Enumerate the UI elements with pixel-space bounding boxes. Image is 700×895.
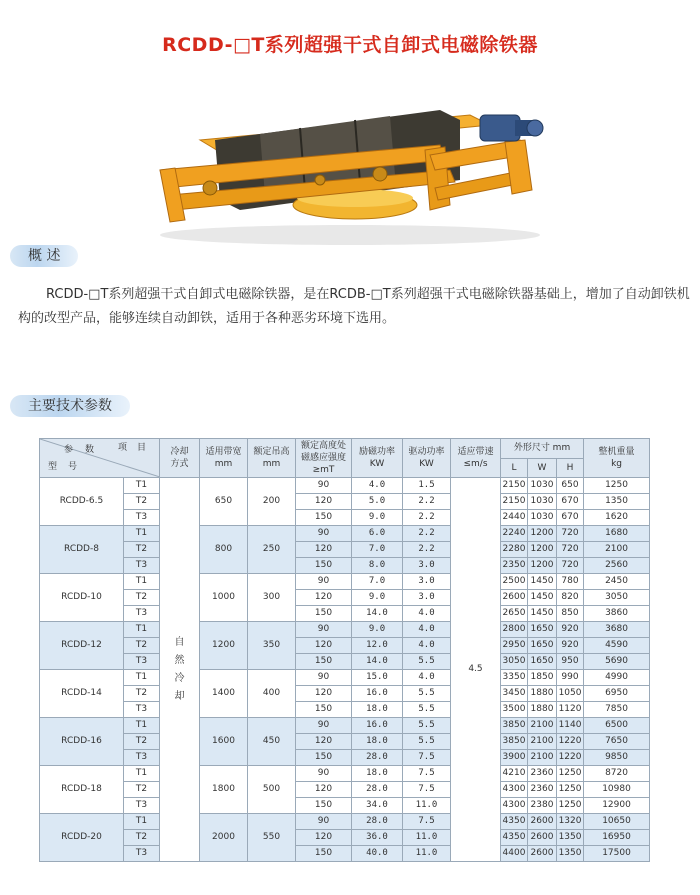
dim-L-cell: 2500 — [501, 574, 528, 590]
dim-L-cell: 2350 — [501, 558, 528, 574]
type-cell: T2 — [124, 782, 160, 798]
dim-L-cell: 2800 — [501, 622, 528, 638]
type-cell: T3 — [124, 606, 160, 622]
model-cell: RCDD-10 — [40, 574, 124, 622]
drive-power-cell: 5.5 — [403, 734, 451, 750]
table-row — [40, 526, 650, 542]
drive-power-cell: 11.0 — [403, 798, 451, 814]
table-row — [40, 574, 650, 590]
field-cell: 150 — [296, 702, 352, 718]
field-cell: 120 — [296, 686, 352, 702]
drive-power-cell: 4.0 — [403, 638, 451, 654]
field-cell: 150 — [296, 846, 352, 862]
dim-W-cell: 1200 — [528, 526, 557, 542]
drive-power-cell: 7.5 — [403, 750, 451, 766]
dim-H-cell: 950 — [557, 654, 584, 670]
type-cell: T1 — [124, 670, 160, 686]
type-cell: T1 — [124, 526, 160, 542]
drive-power-cell: 11.0 — [403, 830, 451, 846]
table-row — [40, 798, 650, 814]
type-cell: T2 — [124, 542, 160, 558]
weight-cell: 10980 — [584, 782, 650, 798]
weight-cell: 7650 — [584, 734, 650, 750]
drive-power-cell: 4.0 — [403, 622, 451, 638]
dim-H-cell: 920 — [557, 622, 584, 638]
dim-H-cell: 670 — [557, 494, 584, 510]
table-row — [40, 814, 650, 830]
type-cell: T1 — [124, 622, 160, 638]
weight-cell: 6500 — [584, 718, 650, 734]
excite-power-cell: 14.0 — [352, 654, 403, 670]
field-cell: 150 — [296, 798, 352, 814]
type-cell: T1 — [124, 574, 160, 590]
height-cell: 500 — [248, 766, 296, 814]
dim-L-cell: 4350 — [501, 830, 528, 846]
drive-power-cell: 7.5 — [403, 766, 451, 782]
drive-power-cell: 5.5 — [403, 718, 451, 734]
dim-W-cell: 1200 — [528, 542, 557, 558]
weight-cell: 6950 — [584, 686, 650, 702]
dim-H-cell: 820 — [557, 590, 584, 606]
dim-H-cell: 1220 — [557, 734, 584, 750]
field-cell: 120 — [296, 638, 352, 654]
table-row — [40, 846, 650, 862]
height-cell: 450 — [248, 718, 296, 766]
header-belt-width: 适用带宽 mm — [200, 439, 248, 478]
weight-cell: 3860 — [584, 606, 650, 622]
dim-L-cell: 2650 — [501, 606, 528, 622]
dim-L-cell: 4300 — [501, 798, 528, 814]
weight-cell: 7850 — [584, 702, 650, 718]
weight-cell: 12900 — [584, 798, 650, 814]
height-cell: 550 — [248, 814, 296, 862]
weight-cell: 3680 — [584, 622, 650, 638]
dim-H-cell: 650 — [557, 478, 584, 494]
height-cell: 250 — [248, 526, 296, 574]
dim-H-cell: 850 — [557, 606, 584, 622]
separator-machine-image — [140, 70, 560, 250]
dim-L-cell: 3850 — [501, 718, 528, 734]
dim-W-cell: 1450 — [528, 574, 557, 590]
weight-cell: 4590 — [584, 638, 650, 654]
dim-H-cell: 1320 — [557, 814, 584, 830]
table-row — [40, 702, 650, 718]
height-cell: 200 — [248, 478, 296, 526]
type-cell: T3 — [124, 558, 160, 574]
excite-power-cell: 36.0 — [352, 830, 403, 846]
cooling-char: 自 — [174, 637, 185, 648]
type-cell: T2 — [124, 590, 160, 606]
cooling-char: 却 — [174, 691, 185, 702]
field-cell: 90 — [296, 766, 352, 782]
type-cell: T2 — [124, 638, 160, 654]
dim-H-cell: 720 — [557, 542, 584, 558]
dim-W-cell: 2600 — [528, 846, 557, 862]
belt-width-cell: 1600 — [200, 718, 248, 766]
dim-W-cell: 2100 — [528, 734, 557, 750]
header-param-char-2: 数 — [85, 445, 95, 455]
field-cell: 150 — [296, 558, 352, 574]
spec-table — [39, 438, 650, 862]
dim-H-cell: 1350 — [557, 830, 584, 846]
dim-W-cell: 1030 — [528, 478, 557, 494]
dim-L-cell: 3350 — [501, 670, 528, 686]
drive-power-cell: 3.0 — [403, 558, 451, 574]
model-cell: RCDD-6.5 — [40, 478, 124, 526]
weight-cell: 17500 — [584, 846, 650, 862]
excite-power-cell: 18.0 — [352, 766, 403, 782]
cooling-char: 然 — [174, 655, 185, 666]
excite-power-cell: 5.0 — [352, 494, 403, 510]
table-row — [40, 590, 650, 606]
dim-W-cell: 1650 — [528, 638, 557, 654]
table-row — [40, 830, 650, 846]
params-heading: 主要技术参数 — [10, 395, 130, 417]
cooling-cell — [160, 478, 200, 862]
belt-width-cell: 1800 — [200, 766, 248, 814]
dim-L-cell: 4400 — [501, 846, 528, 862]
field-cell: 150 — [296, 606, 352, 622]
header-field-strength: 额定高度处 磁感应强度 ≥mT — [296, 439, 352, 478]
field-cell: 90 — [296, 622, 352, 638]
weight-cell: 1250 — [584, 478, 650, 494]
table-row — [40, 542, 650, 558]
dim-H-cell: 990 — [557, 670, 584, 686]
model-cell: RCDD-18 — [40, 766, 124, 814]
type-cell: T3 — [124, 702, 160, 718]
dim-L-cell: 3850 — [501, 734, 528, 750]
table-row — [40, 670, 650, 686]
dim-H-cell: 1250 — [557, 782, 584, 798]
dim-W-cell: 2360 — [528, 766, 557, 782]
table-row — [40, 606, 650, 622]
dim-H-cell: 1350 — [557, 846, 584, 862]
dim-W-cell: 1880 — [528, 686, 557, 702]
dim-H-cell: 720 — [557, 558, 584, 574]
field-cell: 120 — [296, 590, 352, 606]
table-row — [40, 686, 650, 702]
weight-cell: 1620 — [584, 510, 650, 526]
overview-text: RCDD-□T系列超强干式自卸式电磁除铁器，是在RCDB-□T系列超强干式电磁除铁器基础上，增加了自动卸铁机构的改型产品，能够连续自动卸铁，适用于各种恶劣环境下选用。 — [18, 287, 690, 326]
field-cell: 90 — [296, 718, 352, 734]
header-dim-W: W — [528, 458, 557, 478]
type-cell: T1 — [124, 766, 160, 782]
dim-W-cell: 2100 — [528, 750, 557, 766]
field-cell: 120 — [296, 830, 352, 846]
type-cell: T2 — [124, 734, 160, 750]
model-cell: RCDD-16 — [40, 718, 124, 766]
dim-L-cell: 4300 — [501, 782, 528, 798]
dim-L-cell: 3450 — [501, 686, 528, 702]
belt-width-cell: 1400 — [200, 670, 248, 718]
excite-power-cell: 12.0 — [352, 638, 403, 654]
type-cell: T3 — [124, 798, 160, 814]
table-row — [40, 638, 650, 654]
header-dimensions: 外形尺寸 mm — [501, 439, 584, 459]
excite-power-cell: 18.0 — [352, 734, 403, 750]
field-cell: 90 — [296, 478, 352, 494]
header-dim-H: H — [557, 458, 584, 478]
dim-W-cell: 1650 — [528, 622, 557, 638]
dim-H-cell: 720 — [557, 526, 584, 542]
type-cell: T3 — [124, 750, 160, 766]
dim-H-cell: 1140 — [557, 718, 584, 734]
field-cell: 150 — [296, 750, 352, 766]
weight-cell: 2560 — [584, 558, 650, 574]
excite-power-cell: 6.0 — [352, 526, 403, 542]
field-cell: 150 — [296, 654, 352, 670]
weight-cell: 9850 — [584, 750, 650, 766]
dim-L-cell: 2240 — [501, 526, 528, 542]
belt-speed-cell: 4.5 — [451, 478, 501, 862]
dim-L-cell: 4350 — [501, 814, 528, 830]
excite-power-cell: 40.0 — [352, 846, 403, 862]
dim-H-cell: 1120 — [557, 702, 584, 718]
table-row — [40, 750, 650, 766]
type-cell: T2 — [124, 830, 160, 846]
dim-W-cell: 1450 — [528, 590, 557, 606]
header-weight: 整机重量 kg — [584, 439, 650, 478]
dim-L-cell: 2600 — [501, 590, 528, 606]
table-row — [40, 510, 650, 526]
header-drive-power: 驱动功率 KW — [403, 439, 451, 478]
drive-power-cell: 2.2 — [403, 494, 451, 510]
dim-H-cell: 1250 — [557, 798, 584, 814]
drive-power-cell: 5.5 — [403, 686, 451, 702]
weight-cell: 3050 — [584, 590, 650, 606]
drive-power-cell: 11.0 — [403, 846, 451, 862]
drive-power-cell: 2.2 — [403, 510, 451, 526]
drive-power-cell: 2.2 — [403, 542, 451, 558]
weight-cell: 1680 — [584, 526, 650, 542]
dim-H-cell: 920 — [557, 638, 584, 654]
weight-cell: 2450 — [584, 574, 650, 590]
field-cell: 120 — [296, 734, 352, 750]
drive-power-cell: 7.5 — [403, 814, 451, 830]
field-cell: 90 — [296, 814, 352, 830]
header-cooling: 冷却 方式 — [160, 439, 200, 478]
field-cell: 120 — [296, 494, 352, 510]
drive-power-cell: 4.0 — [403, 606, 451, 622]
dim-L-cell: 2950 — [501, 638, 528, 654]
field-cell: 120 — [296, 782, 352, 798]
excite-power-cell: 9.0 — [352, 622, 403, 638]
drive-power-cell: 2.2 — [403, 526, 451, 542]
table-row — [40, 654, 650, 670]
type-cell: T1 — [124, 718, 160, 734]
drive-power-cell: 1.5 — [403, 478, 451, 494]
dim-L-cell: 2440 — [501, 510, 528, 526]
weight-cell: 2100 — [584, 542, 650, 558]
dim-L-cell: 3500 — [501, 702, 528, 718]
dim-L-cell: 4210 — [501, 766, 528, 782]
type-cell: T2 — [124, 494, 160, 510]
dim-W-cell: 2600 — [528, 830, 557, 846]
dim-L-cell: 2280 — [501, 542, 528, 558]
model-cell: RCDD-8 — [40, 526, 124, 574]
dim-H-cell: 1250 — [557, 766, 584, 782]
header-param-char-1: 参 — [64, 445, 74, 455]
dim-H-cell: 670 — [557, 510, 584, 526]
drive-power-cell: 5.5 — [403, 654, 451, 670]
excite-power-cell: 7.0 — [352, 542, 403, 558]
dim-W-cell: 1030 — [528, 494, 557, 510]
dim-W-cell: 2360 — [528, 782, 557, 798]
dim-W-cell: 1450 — [528, 606, 557, 622]
table-row — [40, 734, 650, 750]
excite-power-cell: 34.0 — [352, 798, 403, 814]
dim-W-cell: 1850 — [528, 670, 557, 686]
dim-W-cell: 1650 — [528, 654, 557, 670]
belt-width-cell: 800 — [200, 526, 248, 574]
drive-power-cell: 7.5 — [403, 782, 451, 798]
excite-power-cell: 18.0 — [352, 702, 403, 718]
type-cell: T3 — [124, 654, 160, 670]
dim-W-cell: 1200 — [528, 558, 557, 574]
dim-L-cell: 2150 — [501, 478, 528, 494]
header-model-char-2: 号 — [68, 462, 78, 472]
field-cell: 150 — [296, 510, 352, 526]
excite-power-cell: 16.0 — [352, 718, 403, 734]
table-row — [40, 494, 650, 510]
belt-width-cell: 1000 — [200, 574, 248, 622]
dim-L-cell: 3050 — [501, 654, 528, 670]
model-cell: RCDD-20 — [40, 814, 124, 862]
dim-W-cell: 1030 — [528, 510, 557, 526]
table-row — [40, 558, 650, 574]
excite-power-cell: 4.0 — [352, 478, 403, 494]
header-item-char-1: 项 — [118, 443, 128, 453]
field-cell: 90 — [296, 526, 352, 542]
dim-H-cell: 1050 — [557, 686, 584, 702]
belt-width-cell: 650 — [200, 478, 248, 526]
weight-cell: 10650 — [584, 814, 650, 830]
height-cell: 300 — [248, 574, 296, 622]
table-row — [40, 718, 650, 734]
field-cell: 90 — [296, 574, 352, 590]
drive-power-cell: 3.0 — [403, 590, 451, 606]
field-cell: 90 — [296, 670, 352, 686]
table-row — [40, 782, 650, 798]
model-cell: RCDD-12 — [40, 622, 124, 670]
excite-power-cell: 7.0 — [352, 574, 403, 590]
dim-H-cell: 780 — [557, 574, 584, 590]
weight-cell: 1350 — [584, 494, 650, 510]
drive-power-cell: 5.5 — [403, 702, 451, 718]
dim-L-cell: 3900 — [501, 750, 528, 766]
excite-power-cell: 28.0 — [352, 782, 403, 798]
cooling-char: 冷 — [174, 673, 185, 684]
excite-power-cell: 9.0 — [352, 590, 403, 606]
weight-cell: 5690 — [584, 654, 650, 670]
drive-power-cell: 3.0 — [403, 574, 451, 590]
page-title: RCDD-□T系列超强干式自卸式电磁除铁器 — [162, 34, 538, 56]
dim-W-cell: 2600 — [528, 814, 557, 830]
type-cell: T2 — [124, 686, 160, 702]
header-belt-speed: 适应带速 ≤m/s — [451, 439, 501, 478]
excite-power-cell: 14.0 — [352, 606, 403, 622]
dim-W-cell: 2100 — [528, 718, 557, 734]
height-cell: 400 — [248, 670, 296, 718]
belt-width-cell: 2000 — [200, 814, 248, 862]
dim-L-cell: 2150 — [501, 494, 528, 510]
type-cell: T3 — [124, 510, 160, 526]
table-row — [40, 622, 650, 638]
excite-power-cell: 8.0 — [352, 558, 403, 574]
header-excite-power: 励磁功率 KW — [352, 439, 403, 478]
header-diagonal-cell — [40, 439, 160, 478]
field-cell: 120 — [296, 542, 352, 558]
header-model-char-1: 型 — [48, 462, 58, 472]
type-cell: T1 — [124, 478, 160, 494]
excite-power-cell: 28.0 — [352, 814, 403, 830]
excite-power-cell: 28.0 — [352, 750, 403, 766]
header-dim-L: L — [501, 458, 528, 478]
overview-heading: 概 述 — [10, 245, 78, 267]
dim-W-cell: 2380 — [528, 798, 557, 814]
excite-power-cell: 9.0 — [352, 510, 403, 526]
type-cell: T3 — [124, 846, 160, 862]
drive-power-cell: 4.0 — [403, 670, 451, 686]
weight-cell: 8720 — [584, 766, 650, 782]
header-height: 额定吊高 mm — [248, 439, 296, 478]
excite-power-cell: 16.0 — [352, 686, 403, 702]
table-row — [40, 766, 650, 782]
dim-H-cell: 1220 — [557, 750, 584, 766]
model-cell: RCDD-14 — [40, 670, 124, 718]
dim-W-cell: 1880 — [528, 702, 557, 718]
table-row — [40, 478, 650, 494]
height-cell: 350 — [248, 622, 296, 670]
header-item-char-2: 目 — [137, 443, 147, 453]
weight-cell: 16950 — [584, 830, 650, 846]
weight-cell: 4990 — [584, 670, 650, 686]
excite-power-cell: 15.0 — [352, 670, 403, 686]
type-cell: T1 — [124, 814, 160, 830]
belt-width-cell: 1200 — [200, 622, 248, 670]
